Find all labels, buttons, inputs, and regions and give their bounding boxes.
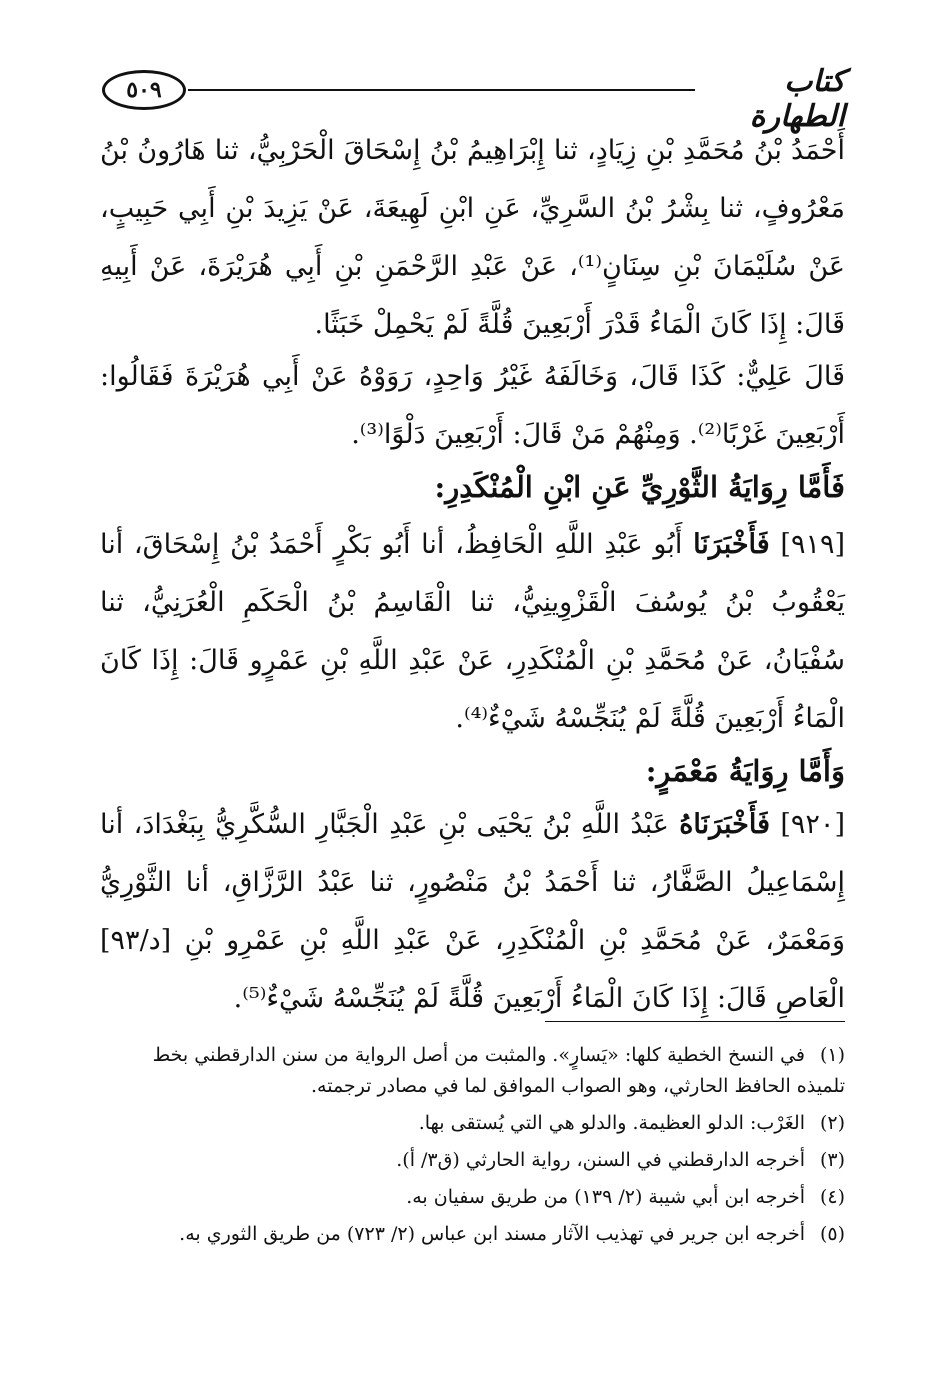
hadith-number: [٩٢٠] (780, 809, 845, 840)
header-rule (188, 89, 695, 91)
footnote-text: أخرجه الدارقطني في السنن، رواية الحارثي (ق٣/ أ). (396, 1149, 805, 1171)
section-heading-2-wrap (100, 742, 845, 800)
paragraph-4 (100, 796, 845, 1028)
footnote-1 (120, 1040, 845, 1102)
hadith-text: عَبْدُ اللَّهِ بْنُ يَحْيَى بْنِ عَبْدِ الْجَبَّارِ السُّكَّرِيُّ بِبَغْدَادَ، أنا إِسْمَاعِيلُ الصَّفَّارُ، ثنا أَحْمَدُ بْنُ مَنْصُورٍ، ثنا عَبْدُ الرَّزَّاقِ، أنا الثَّوْرِيُّ وَمَعْمَرٌ، عَنْ مُحَمَّدِ بْنِ الْمُنْكَدِرِ، عَنْ عَبْدِ اللَّهِ بْنِ عَمْرِو بْنِ [د/٩٣] الْعَاصِ قَالَ: إِذَا كَانَ الْمَاءُ أَرْبَعِينَ قُلَّةً لَمْ يُنَجِّسْهُ شَيْءٌ⁽⁵⁾. (100, 809, 845, 1014)
footnote-2 (120, 1108, 845, 1139)
hadith-lead: فَأَخْبَرَنَا (693, 529, 770, 560)
footnote-text: الغَرْب: الدلو العظيمة. والدلو هي التي يُستقى بها. (418, 1112, 805, 1134)
hadith-text: أَبُو عَبْدِ اللَّهِ الْحَافِظُ، أنا أَبُو بَكْرٍ أَحْمَدُ بْنُ إِسْحَاقَ، أنا يَعْقُوبُ بْنُ يُوسُفَ الْقَزْوِينِيُّ، ثنا الْقَاسِمُ بْنُ الْحَكَمِ الْعُرَنِيُّ، ثنا سُفْيَانُ، عَنْ مُحَمَّدِ بْنِ الْمُنْكَدِرِ، عَنْ عَبْدِ اللَّهِ بْنِ عَمْرٍو قَالَ: إِذَا كَانَ الْمَاءُ أَرْبَعِينَ قُلَّةً لَمْ يُنَجِّسْهُ شَيْءٌ⁽⁴⁾. (100, 529, 845, 734)
footnote-text: أخرجه ابن أبي شيبة (٢/ ١٣٩) من طريق سفيان به. (406, 1186, 805, 1208)
hadith-number: [٩١٩] (780, 529, 845, 560)
main-text-2 (100, 348, 845, 464)
hadith-lead: فَأَخْبَرَنَاهُ (679, 809, 770, 840)
section-heading-1: فَأَمَّا رِوَايَةُ الثَّوْرِيِّ عَنِ ابْنِ الْمُنْكَدِرِ: (434, 470, 845, 504)
paragraph-1: أَحْمَدُ بْنُ مُحَمَّدِ بْنِ زِيَادٍ، ثنا إِبْرَاهِيمُ بْنُ إِسْحَاقَ الْحَرْبِيُّ، ثنا هَارُونُ بْنُ مَعْرُوفٍ، ثنا بِشْرُ بْنُ السَّرِيِّ، عَنِ ابْنِ لَهِيعَةَ، عَنْ يَزِيدَ بْنِ أَبِي حَبِيبٍ، عَنْ سُلَيْمَانَ بْنِ سِنَانٍ⁽¹⁾، عَنْ عَبْدِ الرَّحْمَنِ بْنِ أَبِي هُرَيْرَةَ، عَنْ أَبِيهِ قَالَ: إِذَا كَانَ الْمَاءُ قَدْرَ أَرْبَعِينَ قُلَّةً لَمْ يَحْمِلْ خَبَثًا. (100, 135, 845, 340)
section-heading-2: وَأَمَّا رِوَايَةُ مَعْمَرٍ: (645, 754, 845, 788)
hadith-920 (100, 796, 845, 1028)
footnote-rule (545, 1021, 845, 1022)
footnote-number: (٣) (819, 1149, 845, 1171)
main-text (100, 122, 845, 354)
footnote-text: أخرجه ابن جرير في تهذيب الآثار مسند ابن عباس (٢/ ٧٢٣) من طريق الثوري به. (179, 1223, 805, 1245)
footnote-5 (120, 1219, 845, 1250)
section-heading-1-wrap (100, 458, 845, 516)
hadith-919 (100, 516, 845, 748)
footnote-text: في النسخ الخطية كلها: «يَسارٍ». والمثبت من أصل الرواية من سنن الدارقطني بخط تلميذه الحافظ الحارثي، وهو الصواب الموافق لما في مصادر ترجمته. (152, 1044, 845, 1097)
footnotes (120, 1040, 845, 1256)
book-title: كتاب الطهارة (749, 64, 845, 134)
page-header (100, 62, 845, 134)
footnote-number: (٤) (819, 1186, 845, 1208)
page-number: ٥٠٩ (102, 70, 186, 110)
footnote-number: (٢) (819, 1112, 845, 1134)
footnote-3 (120, 1145, 845, 1176)
paragraph-3 (100, 516, 845, 748)
footnote-number: (٥) (819, 1223, 845, 1245)
paragraph-2: قَالَ عَلِيٌّ: كَذَا قَالَ، وَخَالَفَهُ غَيْرُ وَاحِدٍ، رَوَوْهُ عَنْ أَبِي هُرَيْرَةَ فَقَالُوا: أَرْبَعِينَ غَرْبًا⁽²⁾. وَمِنْهُمْ مَنْ قَالَ: أَرْبَعِينَ دَلْوًا⁽³⁾. (100, 361, 845, 450)
footnote-number: (١) (819, 1044, 845, 1066)
footnote-4 (120, 1182, 845, 1213)
